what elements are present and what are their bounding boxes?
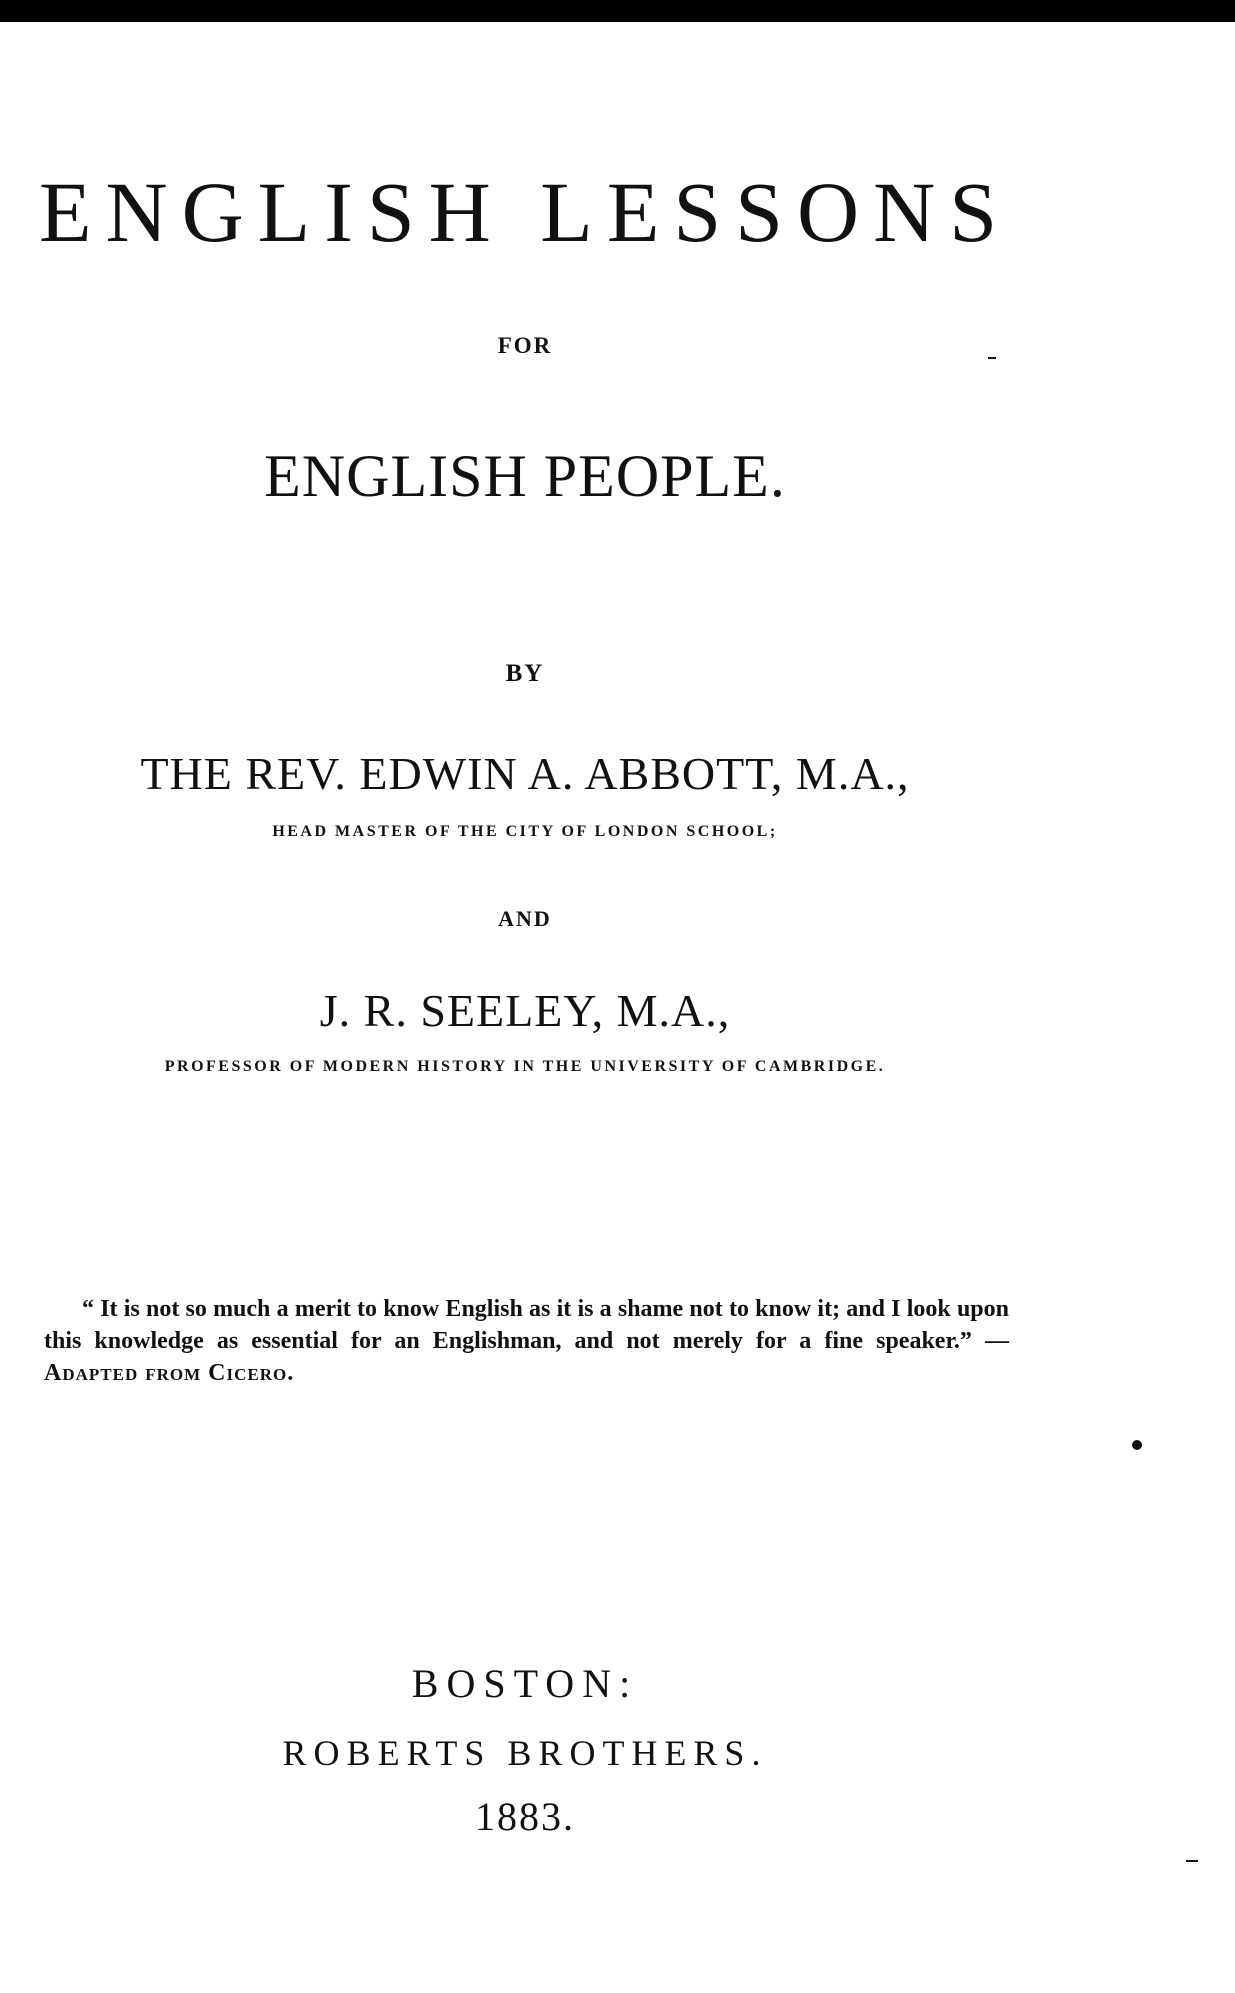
epigraph: [44, 1293, 1009, 1389]
author-two-position: PROFESSOR OF MODERN HISTORY IN THE UNIVERSITY OF CAMBRIDGE.: [164, 1058, 886, 1075]
for-connector: FOR: [497, 333, 553, 358]
author-one-name: THE REV. EDWIN A. ABBOTT, M.A.,: [140, 748, 910, 799]
epigraph-quote: “ It is not so much a merit to know English as it is a shame not to know it; and I look upon this knowledge as essential for an Englishman, and not merely for a fine speaker.” —: [44, 1296, 1009, 1354]
epigraph-source: Adapted from Cicero.: [44, 1360, 295, 1386]
imprint-year: 1883.: [475, 1794, 575, 1839]
author-one-position: HEAD MASTER OF THE CITY OF LONDON SCHOOL;: [272, 823, 778, 840]
imprint-city: BOSTON:: [411, 1661, 639, 1706]
author-two-name: J. R. SEELEY, M.A.,: [319, 985, 731, 1036]
and-connector: AND: [498, 906, 552, 931]
by-connector: BY: [505, 660, 545, 687]
imprint-publisher: ROBERTS BROTHERS.: [282, 1733, 768, 1773]
scan-speck: [1186, 1860, 1198, 1862]
scan-speck: [988, 357, 996, 359]
book-subtitle: ENGLISH PEOPLE.: [264, 443, 786, 509]
scan-speck: [1132, 1440, 1142, 1450]
book-title: ENGLISH LESSONS: [38, 164, 1012, 260]
scan-top-border: [0, 0, 1235, 22]
